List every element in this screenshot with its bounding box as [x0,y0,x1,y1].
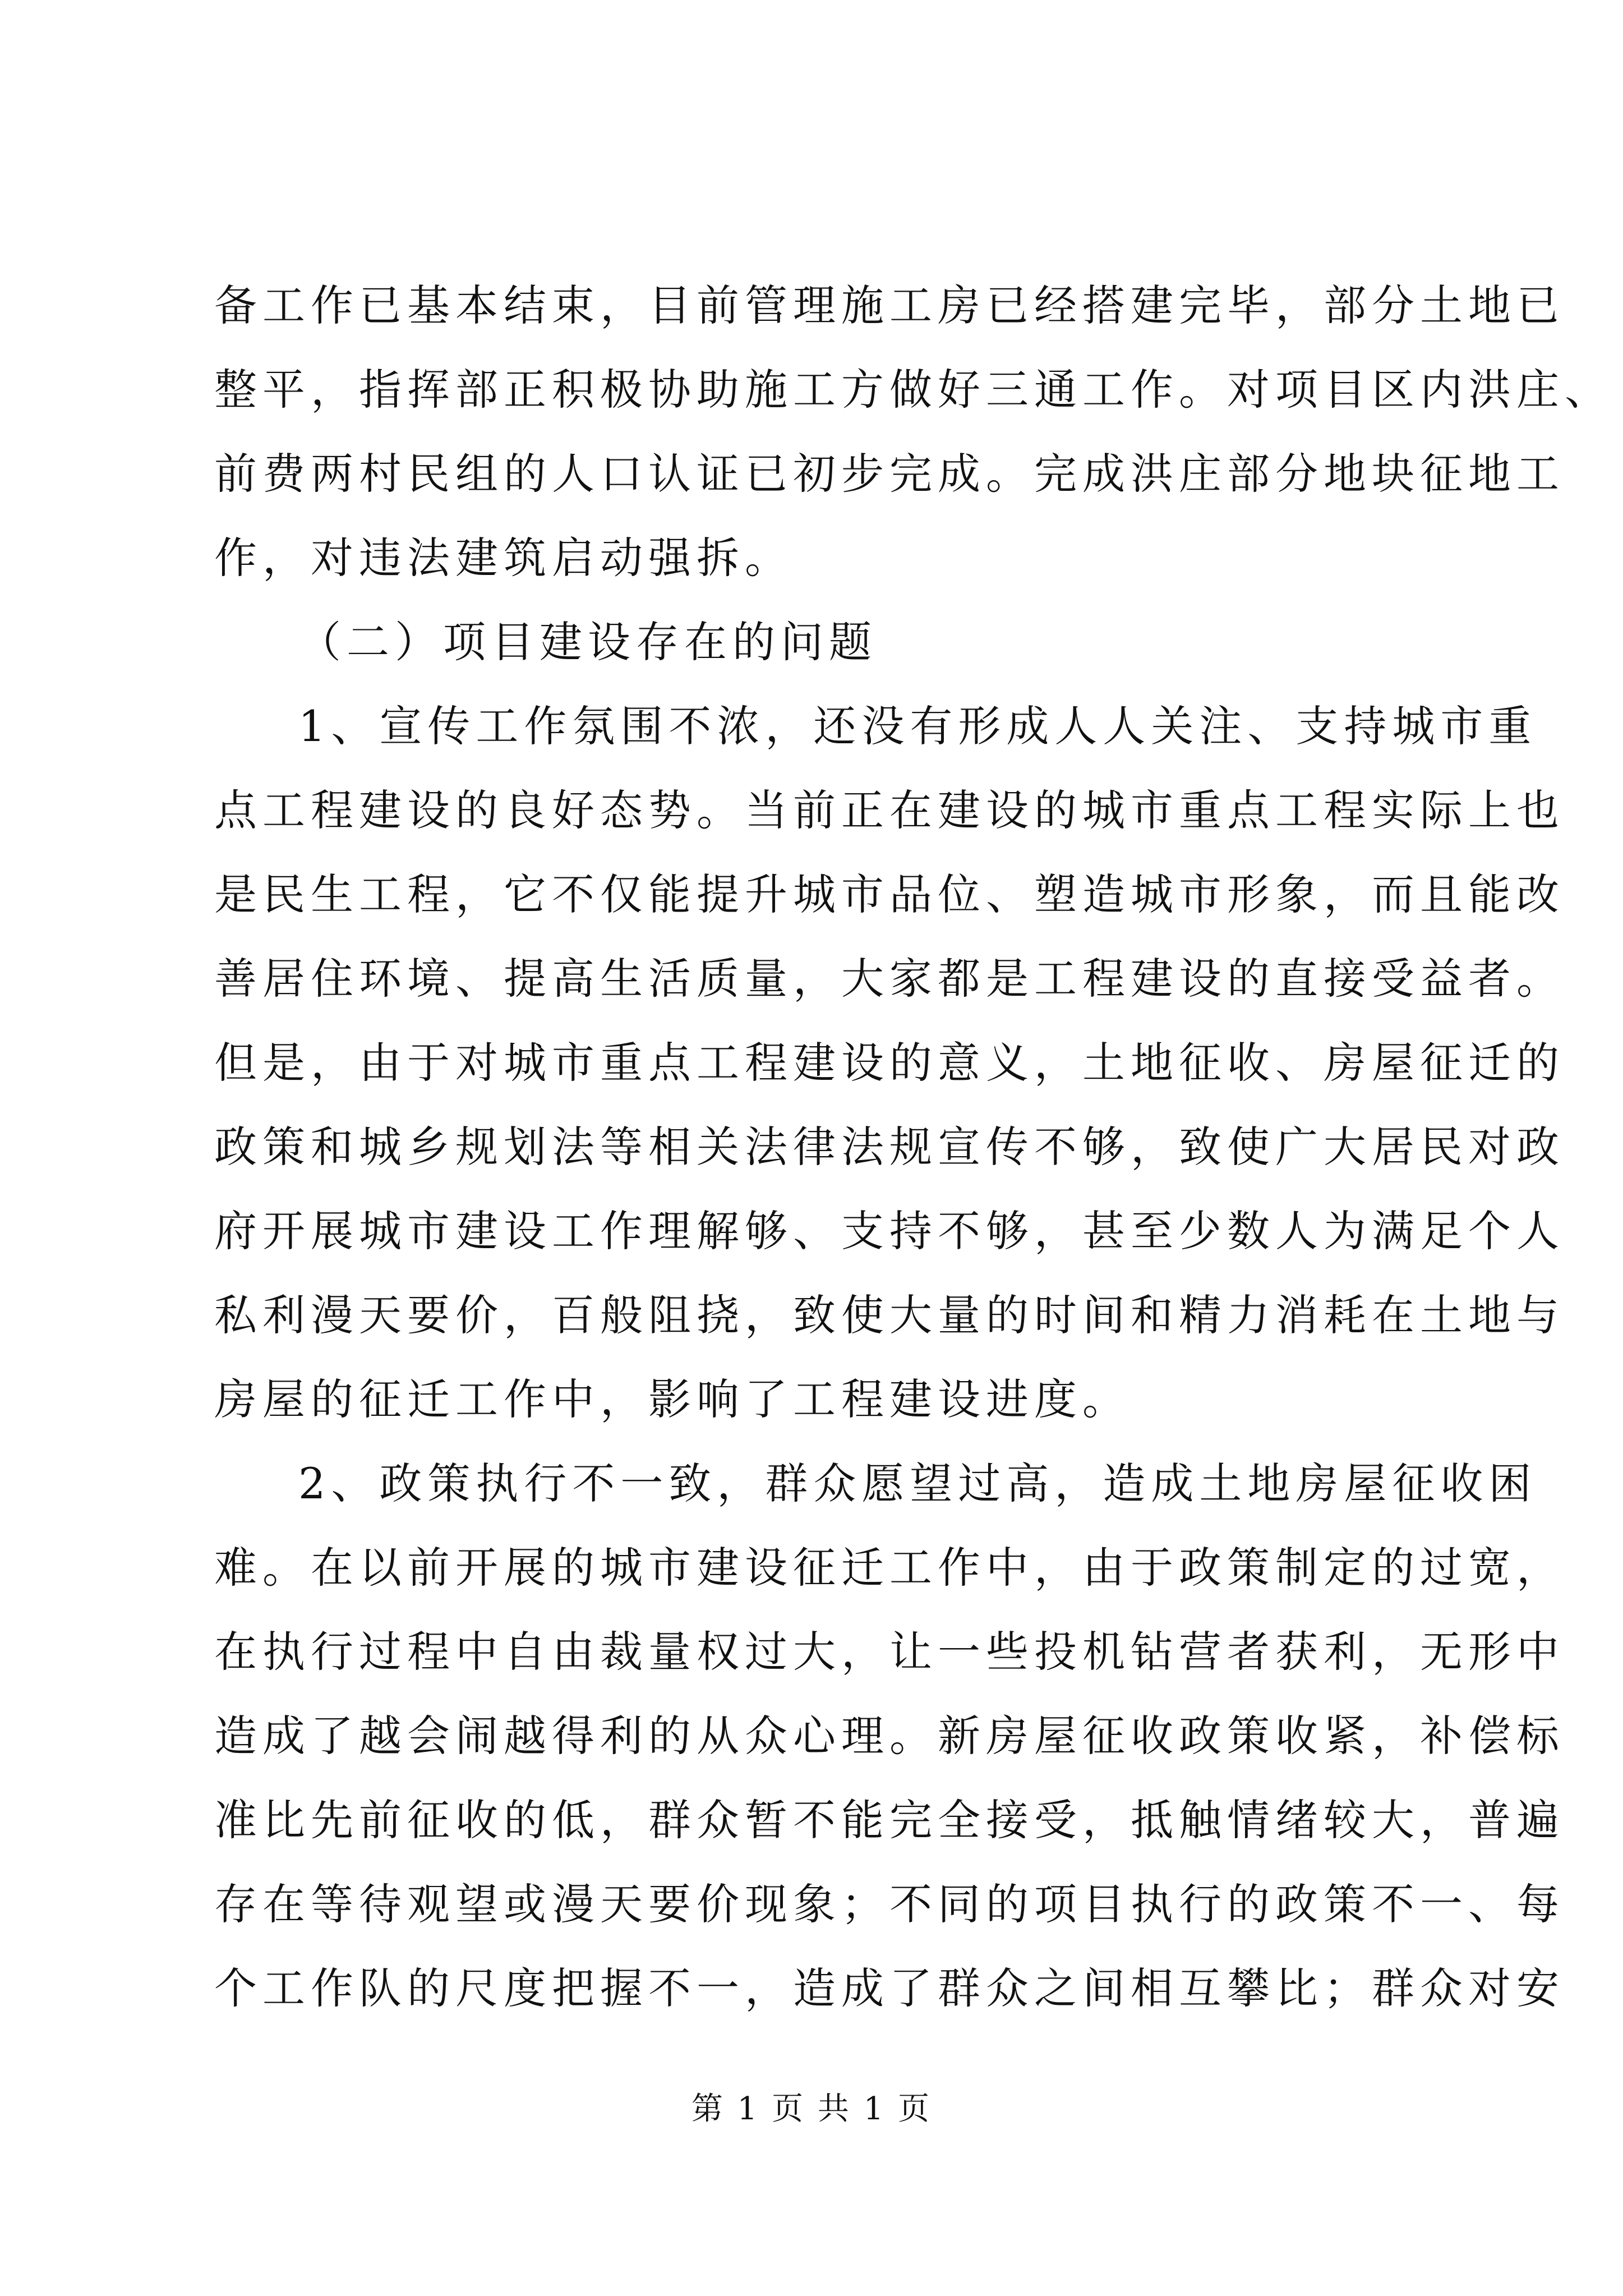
text-line: 整平，指挥部正积极协助施工方做好三通工作。对项目区内洪庄、 [214,365,1613,415]
text-line: 个工作队的尺度把握不一，造成了群众之间相互攀比；群众对安 [214,1963,1565,2013]
section-heading: （二）项目建设存在的问题 [298,617,877,667]
text-line: 在执行过程中自由裁量权过大，让一些投机钻营者获利，无形中 [214,1627,1565,1677]
page-footer: 第 1 页 共 1 页 [691,2091,932,2127]
text-line: 存在等待观望或漫天要价现象；不同的项目执行的政策不一、每 [214,1879,1565,1929]
text-line: 前费两村民组的人口认证已初步完成。完成洪庄部分地块征地工 [214,449,1565,499]
text-line: 房屋的征迁工作中，影响了工程建设进度。 [214,1374,1131,1424]
text-line: 2、政策执行不一致，群众愿望过高，造成土地房屋征收困 [298,1458,1537,1508]
text-line: 作，对违法建筑启动强拆。 [214,533,793,583]
text-line: 但是，由于对城市重点工程建设的意义，土地征收、房屋征迁的 [214,1038,1565,1088]
text-line: 备工作已基本结束，目前管理施工房已经搭建完毕，部分土地已 [214,280,1565,330]
text-line: 私利漫天要价，百般阻挠，致使大量的时间和精力消耗在土地与 [214,1290,1565,1340]
text-line: 难。在以前开展的城市建设征迁工作中，由于政策制定的过宽， [214,1543,1565,1593]
text-line: 造成了越会闹越得利的从众心理。新房屋征收政策收紧，补偿标 [214,1711,1565,1761]
document-body [214,264,1613,2031]
text-line: 是民生工程，它不仅能提升城市品位、塑造城市形象，而且能改 [214,869,1565,919]
text-line: 点工程建设的良好态势。当前正在建设的城市重点工程实际上也 [214,785,1565,835]
text-line: 府开展城市建设工作理解够、支持不够，甚至少数人为满足个人 [214,1206,1565,1256]
text-line: 1、宣传工作氛围不浓，还没有形成人人关注、支持城市重 [298,701,1537,751]
text-line: 政策和城乡规划法等相关法律法规宣传不够，致使广大居民对政 [214,1122,1565,1172]
text-line: 善居住环境、提高生活质量，大家都是工程建设的直接受益者。 [214,954,1565,1004]
text-line: 准比先前征收的低，群众暂不能完全接受，抵触情绪较大，普遍 [214,1795,1565,1845]
